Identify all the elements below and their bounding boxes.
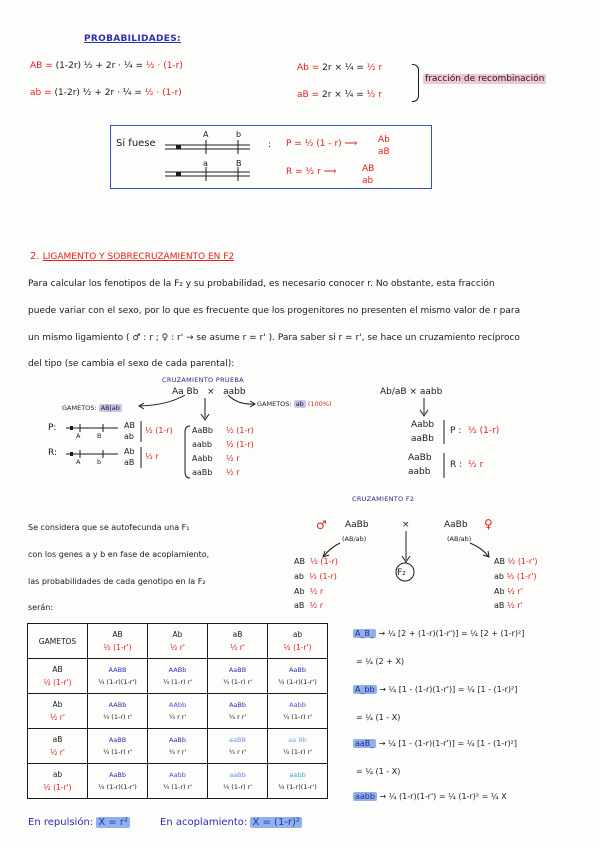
- cross-f2-x: ×: [402, 520, 410, 530]
- gametos-left-value: AB|ab: [100, 404, 120, 412]
- punnett-cell: AAbb ¼ r r': [148, 694, 208, 729]
- female-gam-4: aB ½ r': [494, 601, 523, 610]
- recip-P-1: Aabb: [411, 420, 435, 430]
- box-r-gam1: AB: [362, 164, 375, 174]
- offspring-4-geno: aaBb: [192, 468, 213, 477]
- R-label: R:: [48, 448, 58, 458]
- female-symbol: ♀: [484, 517, 493, 531]
- punnett-cell: AaBB ¼ (1-r) r': [208, 659, 268, 694]
- section-2-title: LIGAMENTO Y SOBRECRUZAMIENTO EN F2: [42, 252, 235, 262]
- pheno-4-eq: → ¼ (1-r)(1-r') = ¼ (1-r)² = ¼ X: [379, 792, 507, 801]
- recip-P-prob: ½ (1-r): [468, 426, 500, 436]
- gametos-left-label: GAMETOS:: [62, 404, 97, 412]
- formula-ab-label: ab =: [30, 88, 52, 98]
- female-phase: (AB/ab): [447, 535, 472, 543]
- consider-line-4: serán:: [28, 603, 54, 612]
- formula-AB-label: AB =: [30, 61, 53, 71]
- box-p-gam1: Ab: [378, 135, 390, 145]
- P-locus-A: A B: [76, 432, 102, 440]
- male-gam-4: aB ½ r: [294, 601, 324, 610]
- recip-cross: Ab/aB × aabb: [380, 387, 443, 397]
- female-gam-2: ab ½ (1-r'): [494, 572, 537, 581]
- P-gam-1: AB: [124, 421, 135, 430]
- punnett-row-3: aB ½ r': [28, 729, 88, 764]
- punnett-cell: AaBB ¼ (1-r) r': [88, 729, 148, 764]
- punnett-row-2: Ab ½ r': [28, 694, 88, 729]
- box-colon: :: [268, 140, 272, 150]
- cross-x: ×: [207, 387, 215, 397]
- formula-Ab-label: Ab =: [297, 63, 320, 73]
- P-prob: ½ (1-r): [145, 426, 173, 435]
- offspring-4-prob: ½ r: [226, 468, 240, 477]
- recip-R-prob: ½ r: [468, 460, 484, 470]
- P-label: P:: [48, 423, 57, 433]
- R-gam-1: Ab: [124, 447, 135, 456]
- formula-ab-result: ½ · (1-r): [144, 88, 182, 98]
- punnett-cell: AaBb ¼ r r': [208, 694, 268, 729]
- recip-R-2: aabb: [408, 467, 431, 477]
- centromere: [70, 426, 73, 430]
- formula-aB-result: ½ r: [366, 90, 382, 100]
- punnett-row-4: ab ½ (1-r'): [28, 764, 88, 799]
- pheno-2-label: A_bb: [355, 685, 375, 694]
- female-gam-3: Ab ½ r': [494, 587, 523, 596]
- punnett-col-4: ab ½ (1-r'): [268, 624, 328, 659]
- f2-circle: [396, 563, 414, 581]
- offspring-3-geno: Aabb: [192, 454, 213, 463]
- section-2-number: 2.: [30, 251, 40, 262]
- cross-right: aabb: [223, 387, 246, 397]
- punnett-cell: Aabb ¼ (1-r) r': [148, 764, 208, 799]
- recomb-label: fracción de recombinación: [425, 74, 545, 84]
- arrow-line: [324, 543, 340, 556]
- paragraph-line-1: Para calcular los fenotipos de la F₂ y su probabilidad, es necesario conocer r. No obstante, esta fracción: [28, 279, 495, 289]
- offspring-2-geno: aabb: [192, 440, 212, 449]
- punnett-cell: aaBb ¼ (1-r) r': [208, 764, 268, 799]
- f2-label: F₂: [397, 568, 406, 578]
- recip-P-2: aaBb: [411, 434, 434, 444]
- pheno-4-label: aabb: [355, 792, 375, 801]
- offspring-bracket: [185, 426, 190, 478]
- formula-aB-label: aB =: [297, 90, 320, 100]
- offspring-3-prob: ½ r: [226, 454, 240, 463]
- punnett-row-1: AB ½ (1-r'): [28, 659, 88, 694]
- recip-P-label: P :: [450, 426, 462, 436]
- formula-aB-expr: 2r × ¼ =: [321, 90, 364, 100]
- formula-AB-result: ½ · (1-r): [145, 61, 183, 71]
- pheno-1-eq: → ¼ [2 + (1-r)(1-r')] = ¼ [2 + (1-r)²]: [378, 629, 525, 638]
- R-locus-2: b: [96, 458, 102, 466]
- gametos-right-value: ab: [295, 400, 304, 408]
- formula-AB-expr: (1-2r) ½ + 2r · ¼ =: [55, 61, 144, 71]
- punnett-cell: AaBb ¼ r r': [148, 729, 208, 764]
- paragraph-line-3: un mismo ligamiento ( ♂ : r ; ♀ : r' → se asume r = r' ). Para saber si r = r', se hace un cruzamiento recíproco: [28, 333, 520, 343]
- punnett-col-1: AB ½ (1-r'): [88, 624, 148, 659]
- cruz-f2-title: CRUZAMIENTO F2: [352, 495, 415, 503]
- box-r-expr: R = ½ r ⟹: [286, 167, 337, 177]
- page-title: PROBABILIDADES:: [84, 34, 181, 44]
- pheno-3-label: aaB_: [355, 739, 375, 748]
- female-genotype: AaBb: [444, 520, 468, 530]
- box-p-expr: P = ½ (1 - r) ⟹: [286, 139, 358, 149]
- acoplamiento-label: En acoplamiento:: [160, 817, 248, 828]
- female-gam-1: AB ½ (1-r'): [494, 557, 538, 566]
- consider-line-1: Se considera que se autofecunda una F₁: [28, 523, 190, 532]
- paragraph-line-2: puede variar con el sexo, por lo que es frecuente que los progenitores no presenten el mismo valor de r para: [28, 306, 521, 316]
- formula-ab-expr: (1-2r) ½ + 2r · ¼ =: [54, 88, 142, 98]
- punnett-cell: AABb ¼ (1-r) r': [88, 694, 148, 729]
- punnett-cell: aabb ¼ (1-r)(1-r'): [268, 764, 328, 799]
- box-locus-a: a: [203, 159, 208, 168]
- punnett-col-3: aB ½ r': [208, 624, 268, 659]
- repulsion-label: En repulsión:: [28, 817, 94, 828]
- R-gam-2: aB: [124, 458, 135, 467]
- acoplamiento-value: X = (1-r)²: [252, 817, 300, 828]
- punnett-cell: Aabb ¼ (1-r) r': [268, 694, 328, 729]
- punnett-cell: AABB ¼ (1-r)(1-r'): [88, 659, 148, 694]
- centromere: [176, 145, 181, 149]
- punnett-cell: aa Bb ¼ (1-r) r': [268, 729, 328, 764]
- si-fuese-label: Si fuese: [116, 138, 156, 149]
- paragraph-line-4: del tipo (se cambia el sexo de cada parental):: [28, 359, 235, 369]
- arrow-line: [470, 543, 488, 556]
- box-locus-b: b: [236, 130, 242, 139]
- R-locus-1: A: [76, 458, 81, 466]
- pheno-2-eq: → ¼ [1 - (1-r)(1-r')] = ¼ [1 - (1-r)²]: [379, 685, 518, 694]
- P-gam-2: ab: [124, 432, 134, 441]
- pheno-1-label: A_B_: [355, 629, 374, 638]
- gametos-right-pct: (100%): [307, 400, 332, 408]
- punnett-col-2: Ab ½ r': [148, 624, 208, 659]
- arrow-line: [140, 395, 185, 406]
- gametos-right-label: GAMETOS:: [257, 400, 292, 408]
- box-p-gam2: aB: [378, 147, 390, 157]
- pheno-1-eq2: = ¼ (2 + X): [356, 657, 405, 666]
- formula-Ab-expr: 2r × ¼ =: [322, 63, 364, 73]
- recip-R-label: R :: [450, 460, 463, 470]
- repulsion-value: X = r²: [98, 817, 129, 828]
- pheno-2-eq2: = ¼ (1 - X): [356, 713, 401, 722]
- cross-left: Aa Bb: [172, 387, 199, 397]
- male-phase: (AB/ab): [342, 535, 367, 543]
- punnett-cell: AaBb ¼ (1-r)(1-r'): [88, 764, 148, 799]
- consider-line-3: las probabilidades de cada genotipo en la F₂: [28, 577, 206, 586]
- punnett-cell: AaBb ¼ (1-r)(1-r'): [268, 659, 328, 694]
- box-r-gam2: ab: [362, 176, 374, 186]
- male-genotype: AaBb: [345, 520, 369, 530]
- consider-line-2: con los genes a y b en fase de acoplamiento,: [28, 550, 210, 559]
- punnett-corner: GAMETOS: [28, 624, 88, 659]
- centromere: [176, 172, 181, 176]
- box-locus-A: A: [203, 130, 209, 139]
- recip-R-1: AaBb: [408, 453, 432, 463]
- cruz-prueba-title: CRUZAMIENTO PRUEBA: [162, 376, 244, 384]
- centromere: [70, 452, 73, 456]
- pheno-3-eq: → ¼ [1 - (1-r)(1-r')] = ¼ [1 - (1-r)²]: [378, 739, 518, 748]
- male-gam-2: ab ½ (1-r): [294, 572, 337, 581]
- offspring-1-prob: ½ (1-r): [226, 426, 254, 435]
- male-gam-1: AB ½ (1-r): [294, 557, 338, 566]
- punnett-cell: AABb ¼ (1-r) r': [148, 659, 208, 694]
- male-gam-3: Ab ½ r: [294, 587, 324, 596]
- punnett-cell: aaBB ¼ r r': [208, 729, 268, 764]
- pheno-3-eq2: = ¼ (1 - X): [356, 767, 401, 776]
- R-prob: ½ r: [145, 452, 159, 461]
- arrow-line: [228, 395, 254, 404]
- offspring-2-prob: ½ (1-r): [226, 440, 254, 449]
- box-locus-B: B: [236, 159, 242, 168]
- offspring-1-geno: AaBb: [192, 426, 213, 435]
- formula-Ab-result: ½ r: [366, 63, 383, 73]
- male-symbol: ♂: [316, 518, 327, 532]
